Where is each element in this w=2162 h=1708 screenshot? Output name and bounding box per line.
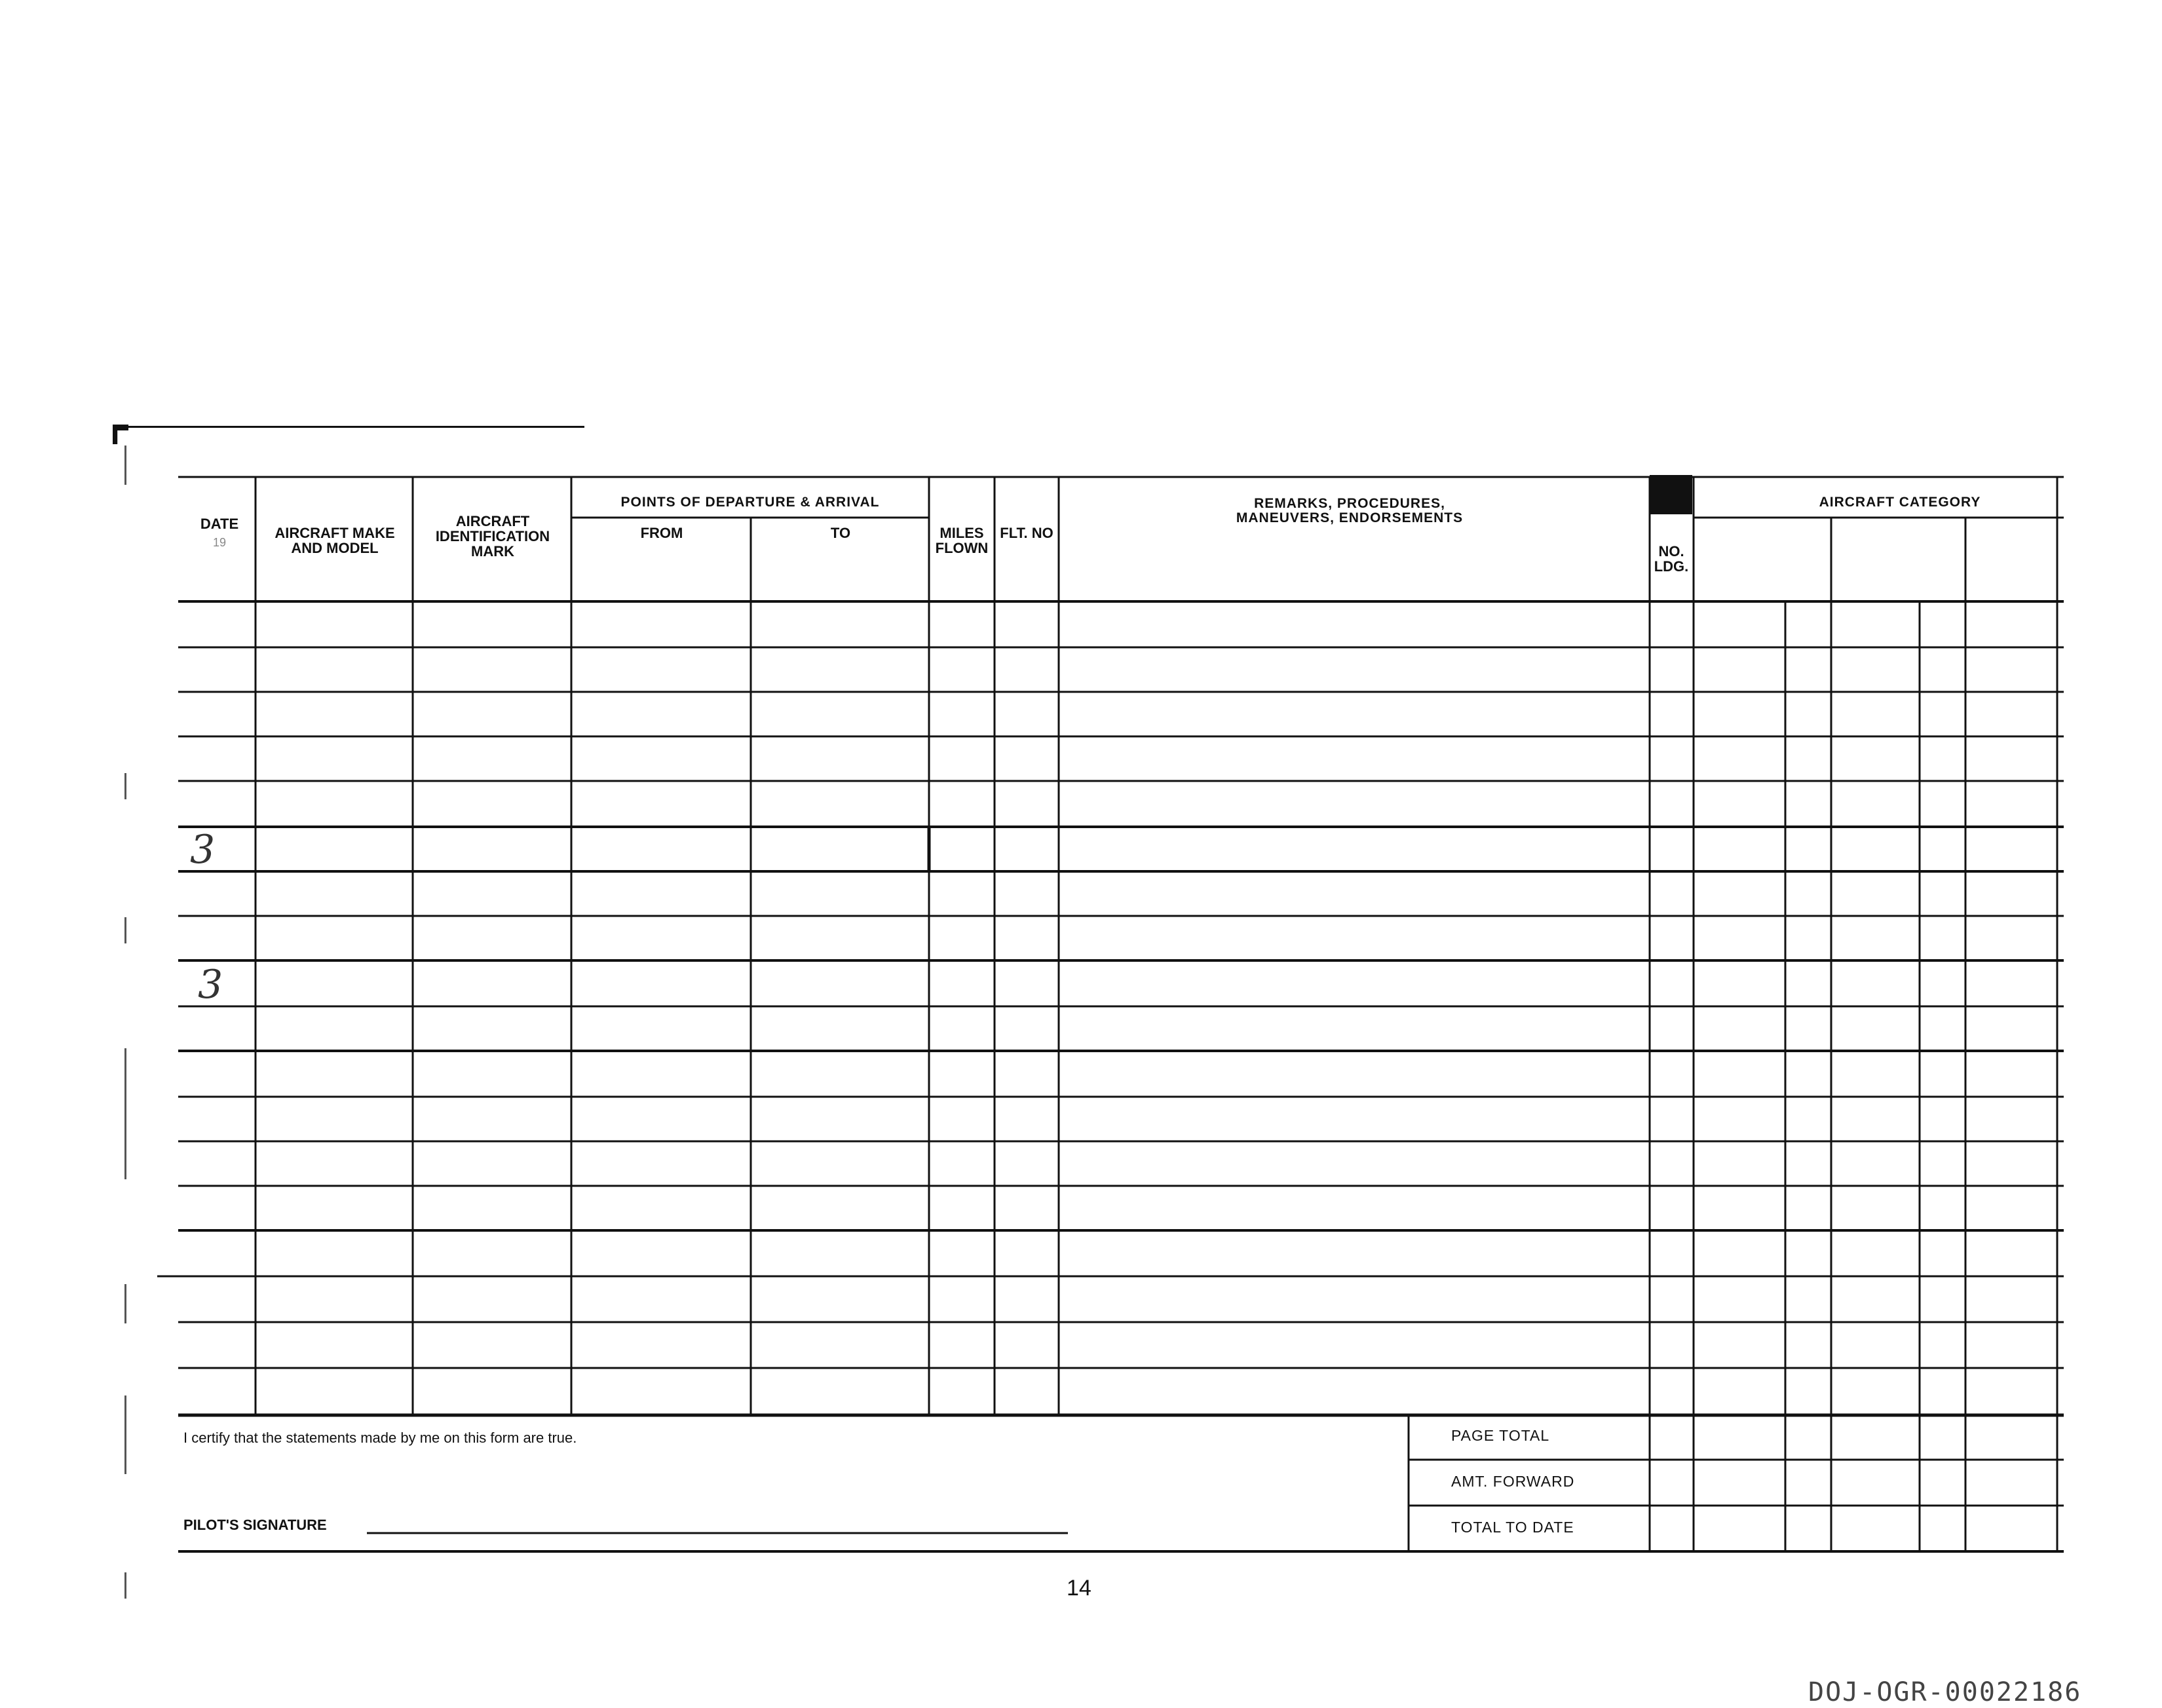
header-flt-no: FLT. NO [1000,525,1053,541]
header-make-model: AIRCRAFT MAKE AND MODEL [275,525,395,557]
header-black-block [1650,475,1692,514]
header-miles-flown: MILES FLOWN [935,525,989,557]
header-from: FROM [640,525,683,541]
header-ident-mark: AIRCRAFT IDENTIFICATION MARK [435,513,550,560]
handwritten-date-2: 3 [198,962,223,1008]
handwritten-date-1: 3 [190,827,216,873]
header-date-label: DATE [200,516,239,532]
page-total-label: PAGE TOTAL [1451,1427,1550,1444]
total-to-date-label: TOTAL TO DATE [1451,1519,1574,1536]
header-points: POINTS OF DEPARTURE & ARRIVAL [620,495,880,510]
amt-forward-label: AMT. FORWARD [1451,1473,1575,1490]
page-number: 14 [1067,1576,1091,1601]
header-aircraft-category: AIRCRAFT CATEGORY [1819,495,1981,510]
header-date-sub: 19 [212,536,227,550]
pilot-signature-label: PILOT'S SIGNATURE [183,1517,327,1533]
header-remarks: REMARKS, PROCEDURES, MANEUVERS, ENDORSEMENTS [1236,496,1464,526]
bates-number: DOJ-OGR-00022186 [1808,1677,2082,1707]
header-date [190,516,249,549]
certification-statement: I certify that the statements made by me on this form are true. [183,1430,577,1446]
header-no-ldg: NO. LDG. [1654,543,1689,575]
header-to: TO [830,525,851,541]
